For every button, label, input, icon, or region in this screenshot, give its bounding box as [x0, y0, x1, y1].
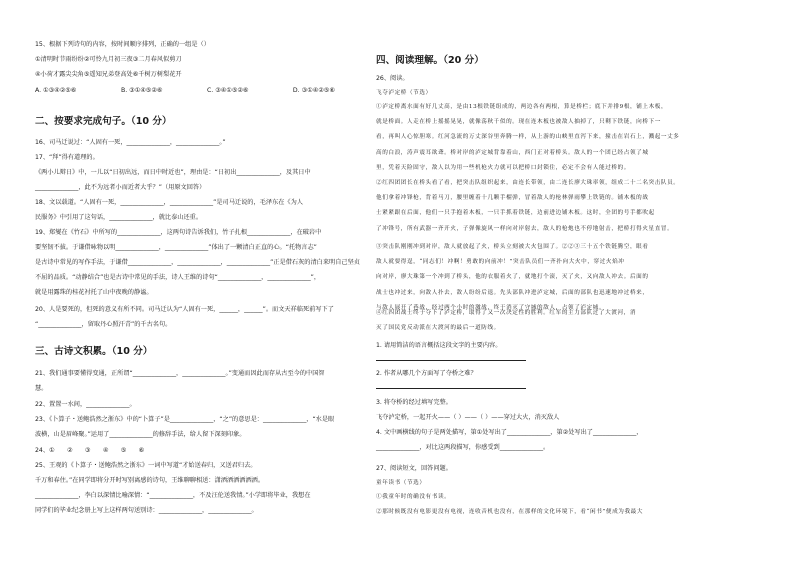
passage-line: ①泸定桥离水面有好几丈高，是由13根铁链组成的，两边各有两根，算是桥栏；底下并排9根，铺上木板，	[376, 104, 668, 110]
passage-line: 里，凭着天险固守，敌人以为用一些机枪火力就可以把桥口封锁住，必定不会有人能过桥的。	[376, 164, 630, 171]
passage-line: 士紧紧跟在后面，他们一只手抱着木板，一只手抓着铁链，边前进边铺木板。这时，全团的号手都吹起	[376, 210, 655, 217]
q16: 16、司马迁说过：“人固有一死，______________，______________。”	[35, 139, 226, 146]
section-3-title: 三、古诗文积累。（10 分）	[35, 346, 153, 357]
passage-line: 他们拿着冲锋枪，背着马刀，腰里缠着十几颗手榴弹，冒着敌人的枪林弹雨攀上铁链的。铺木板的战	[376, 195, 649, 202]
passage-line: 与敌人展开了巷战，经过两个小时的激战，终于消灭了守城的敌人，占领了泸定城。	[376, 304, 606, 311]
q17-line2: 《两小儿辩日》中，一儿以“日初出远，而日中时近也”，理由是：“日初出______________，及其日中	[35, 169, 311, 176]
q19-line5: 就是用露珠的桂花衬托了山中夜晚的静谧。	[35, 289, 153, 296]
q17-line3: ______________，此不为远者小而近者大乎？”（用原文回答）	[35, 184, 206, 191]
q25-line3: ______________，李白以深情比喻深情：“______________，不及汪伦送我情。”小学即将毕业，我想在	[35, 492, 311, 499]
passage-line: ②红四团团长在桥头看了看，把突击队组织起来，由连长带领，由二连长廖大珠率领，组成二十二名突击队员。	[376, 180, 680, 186]
passage-line: 就是桥面。人走在桥上摇摇晃晃，就像荡秋千似的。现在连木板也被敌人抽掉了，只剩下铁链，向桥下一	[376, 119, 661, 126]
q15-line2: ④小荷才露尖尖角⑤遥知兄弟登高处⑥千树万树梨花开	[35, 71, 182, 78]
q19-line4: 不屈的品质。“动静结合”也是古诗中常见的手法，诗人王维的诗句“______________，______________”，	[35, 274, 321, 281]
option-a: A. ①③④②⑤⑥	[35, 87, 77, 94]
q26-label: 26、阅读。	[376, 75, 409, 82]
q23-line2: 波横，山是眉峰聚。”运用了______________的修辞手法，给人留下深刻印象。	[35, 431, 246, 438]
q25-line2: 千万和春住。”在同学即将分开时写别离感的诗句，王维聊聊相送：潇洒洒洒洒洒洒。	[35, 477, 265, 484]
q21-line1: 21、我们通事要懂得变通，正所谓“______________，______________。”变通而因此而存从古至今的中国智	[35, 370, 325, 377]
q19-line2: 要坚韧不拔。于谦借咏物以明______________，______________”体出了一颗清白正直的心。“托物言志”	[35, 244, 317, 251]
question-1: 1. 请用简洁的语言概括这段文字的主要内容。	[376, 342, 502, 349]
q20-line1: 20、人是要死的，但死的意义有所不同。司马迁认为“人固有一死，______，______”。而文天祥临死前写下了	[35, 306, 334, 313]
passage-line: 灭了国民党反动派在大渡河的最后一道防线。	[376, 325, 500, 332]
question-4-line2: ______________，对比这两段描写，你感受到______________。	[376, 444, 550, 451]
section-2-title: 二、按要求完成句子。（10 分）	[35, 116, 172, 127]
passage2-title: 童年读书（节选）	[376, 480, 426, 486]
passage-line: 战士也冲过来，向敌人扑去，敌人纷纷后退。先头部队冲进泸定城，后面的部队也迅速地冲过桥来，	[376, 289, 649, 296]
option-b: B. ③①④⑤②⑥	[120, 87, 163, 94]
passage-line: 向对岸，廖大珠第一个冲到了桥头，他的衣服着火了，就地打个滚，灭了火，又向敌人冲去。后面的	[376, 274, 649, 281]
right-column	[376, 0, 794, 562]
option-d: D. ③①④②⑤⑥	[292, 87, 335, 94]
question-2: 2. 作者从哪几个方面写了夺桥之难？	[376, 370, 477, 377]
passage-line: 看，再叫人心惊胆寒。红河急流的万丈深谷里奔腾一样，从上游的山峡里直泻下来，撞击在岩石上，溅起一丈多	[376, 134, 680, 141]
passage-line: 敌人就要得逞，“同志们！冲啊！勇敢的向前冲！”突击队员们一齐扑向大火中，穿过火焰冲	[376, 259, 625, 266]
q20-line2: “______________，留取丹心照汗青”的千古名句。	[35, 321, 172, 328]
q18-line1: 18、文以载道。“人固有一死，______________，______________”是司马迁说的，毛泽东在《为人	[35, 199, 303, 206]
q19-line1: 19、郑燮在《竹石》中所写的______________，这两句诗告诉我们，竹子扎根______________，在破岩中	[35, 229, 322, 236]
q25-line1: 25、王观的《卜算子・送鲍浩然之浙东》一词中写道“才始送春归，又送君归去。	[35, 462, 257, 469]
passage-line: ①我童年时的确没有书读。	[376, 494, 451, 500]
answer-line-2[interactable]	[376, 388, 526, 389]
q18-line2: 民服务》中引用了这句话，______________，就比泰山还重。	[35, 214, 203, 221]
passage-line: 高的白浪，涛声震耳欲聋。桥对岸的泸定城背靠着山，西门正对着桥头。敌人的一个团已经占领了城	[376, 149, 649, 156]
q22: 22、置置一水间，______________。	[35, 401, 136, 408]
q15-line1: ①清明时节雨纷纷②可怜九月初三夜③二月春风似剪刀	[35, 56, 182, 63]
section-4-title: 四、阅读理解。（20 分）	[376, 55, 484, 66]
q15-options	[35, 87, 377, 95]
passage-line: ③突击队刚刚冲到对岸，敌人就放起了火，桥头立刻被大火包围了。②②③三十五个铁链腾空，眼看	[376, 244, 649, 250]
option-c: C. ③④①⑤②⑥	[206, 87, 249, 94]
q25-line4: 同学们的毕业纪念册上写上这样两句送别诗：______________，______________。	[35, 507, 258, 514]
passage-title: 飞夺泸定桥（节选）	[376, 90, 432, 96]
passage-line: 了冲锋号，所有武器一齐开火，子弹像旋风一样向对岸射去，敌人的枪炮也不停地射击，把桥打得火星直冒。	[376, 225, 674, 232]
passage-line: ②那时候既没有电影更没有电视，连收音机也没有，在那样的文化环境下，看“闲书”便成为我最大	[376, 509, 644, 516]
q27-label: 27、阅读短文，回答问题。	[376, 465, 452, 472]
answer-line-1[interactable]	[376, 360, 526, 361]
q24: 24、① ② ③ ④ ⑤ ⑥	[35, 447, 145, 454]
question-3: 3. 将夺桥的经过填写完整。	[376, 399, 452, 406]
question-4-line1: 4. 文中画横线的句子是两处描写，第①处写出了______________，第②处写出了______________，	[376, 429, 643, 436]
q21-line2: 慧。	[35, 385, 48, 392]
passage-line: ④红四团战士终于夺下了泸定桥，取得了又一次决定性的胜利。红军的主力部队过了大渡河，消	[376, 310, 637, 316]
q23-line1: 23、《卜算子・送鲍浩然之浙东》中的“卜算子”是______________，“之”的意思是：______________，“水是眼	[35, 416, 335, 423]
question-3-chain: 飞夺泸定桥，一起开火——（ ）——（ ）——穿过大火，消灭敌人	[376, 414, 560, 421]
q15-stem: 15、根据下列诗句的内容，按时间顺序排列，正确的一组是（）	[35, 41, 210, 48]
q17-line1: 17、“拜”得有道理的。	[35, 154, 99, 161]
q19-line3: 是古诗中常见的写作手法，于谦借______________，______________，______________”正是借石灰的清白来明自己坚贞	[35, 259, 360, 266]
